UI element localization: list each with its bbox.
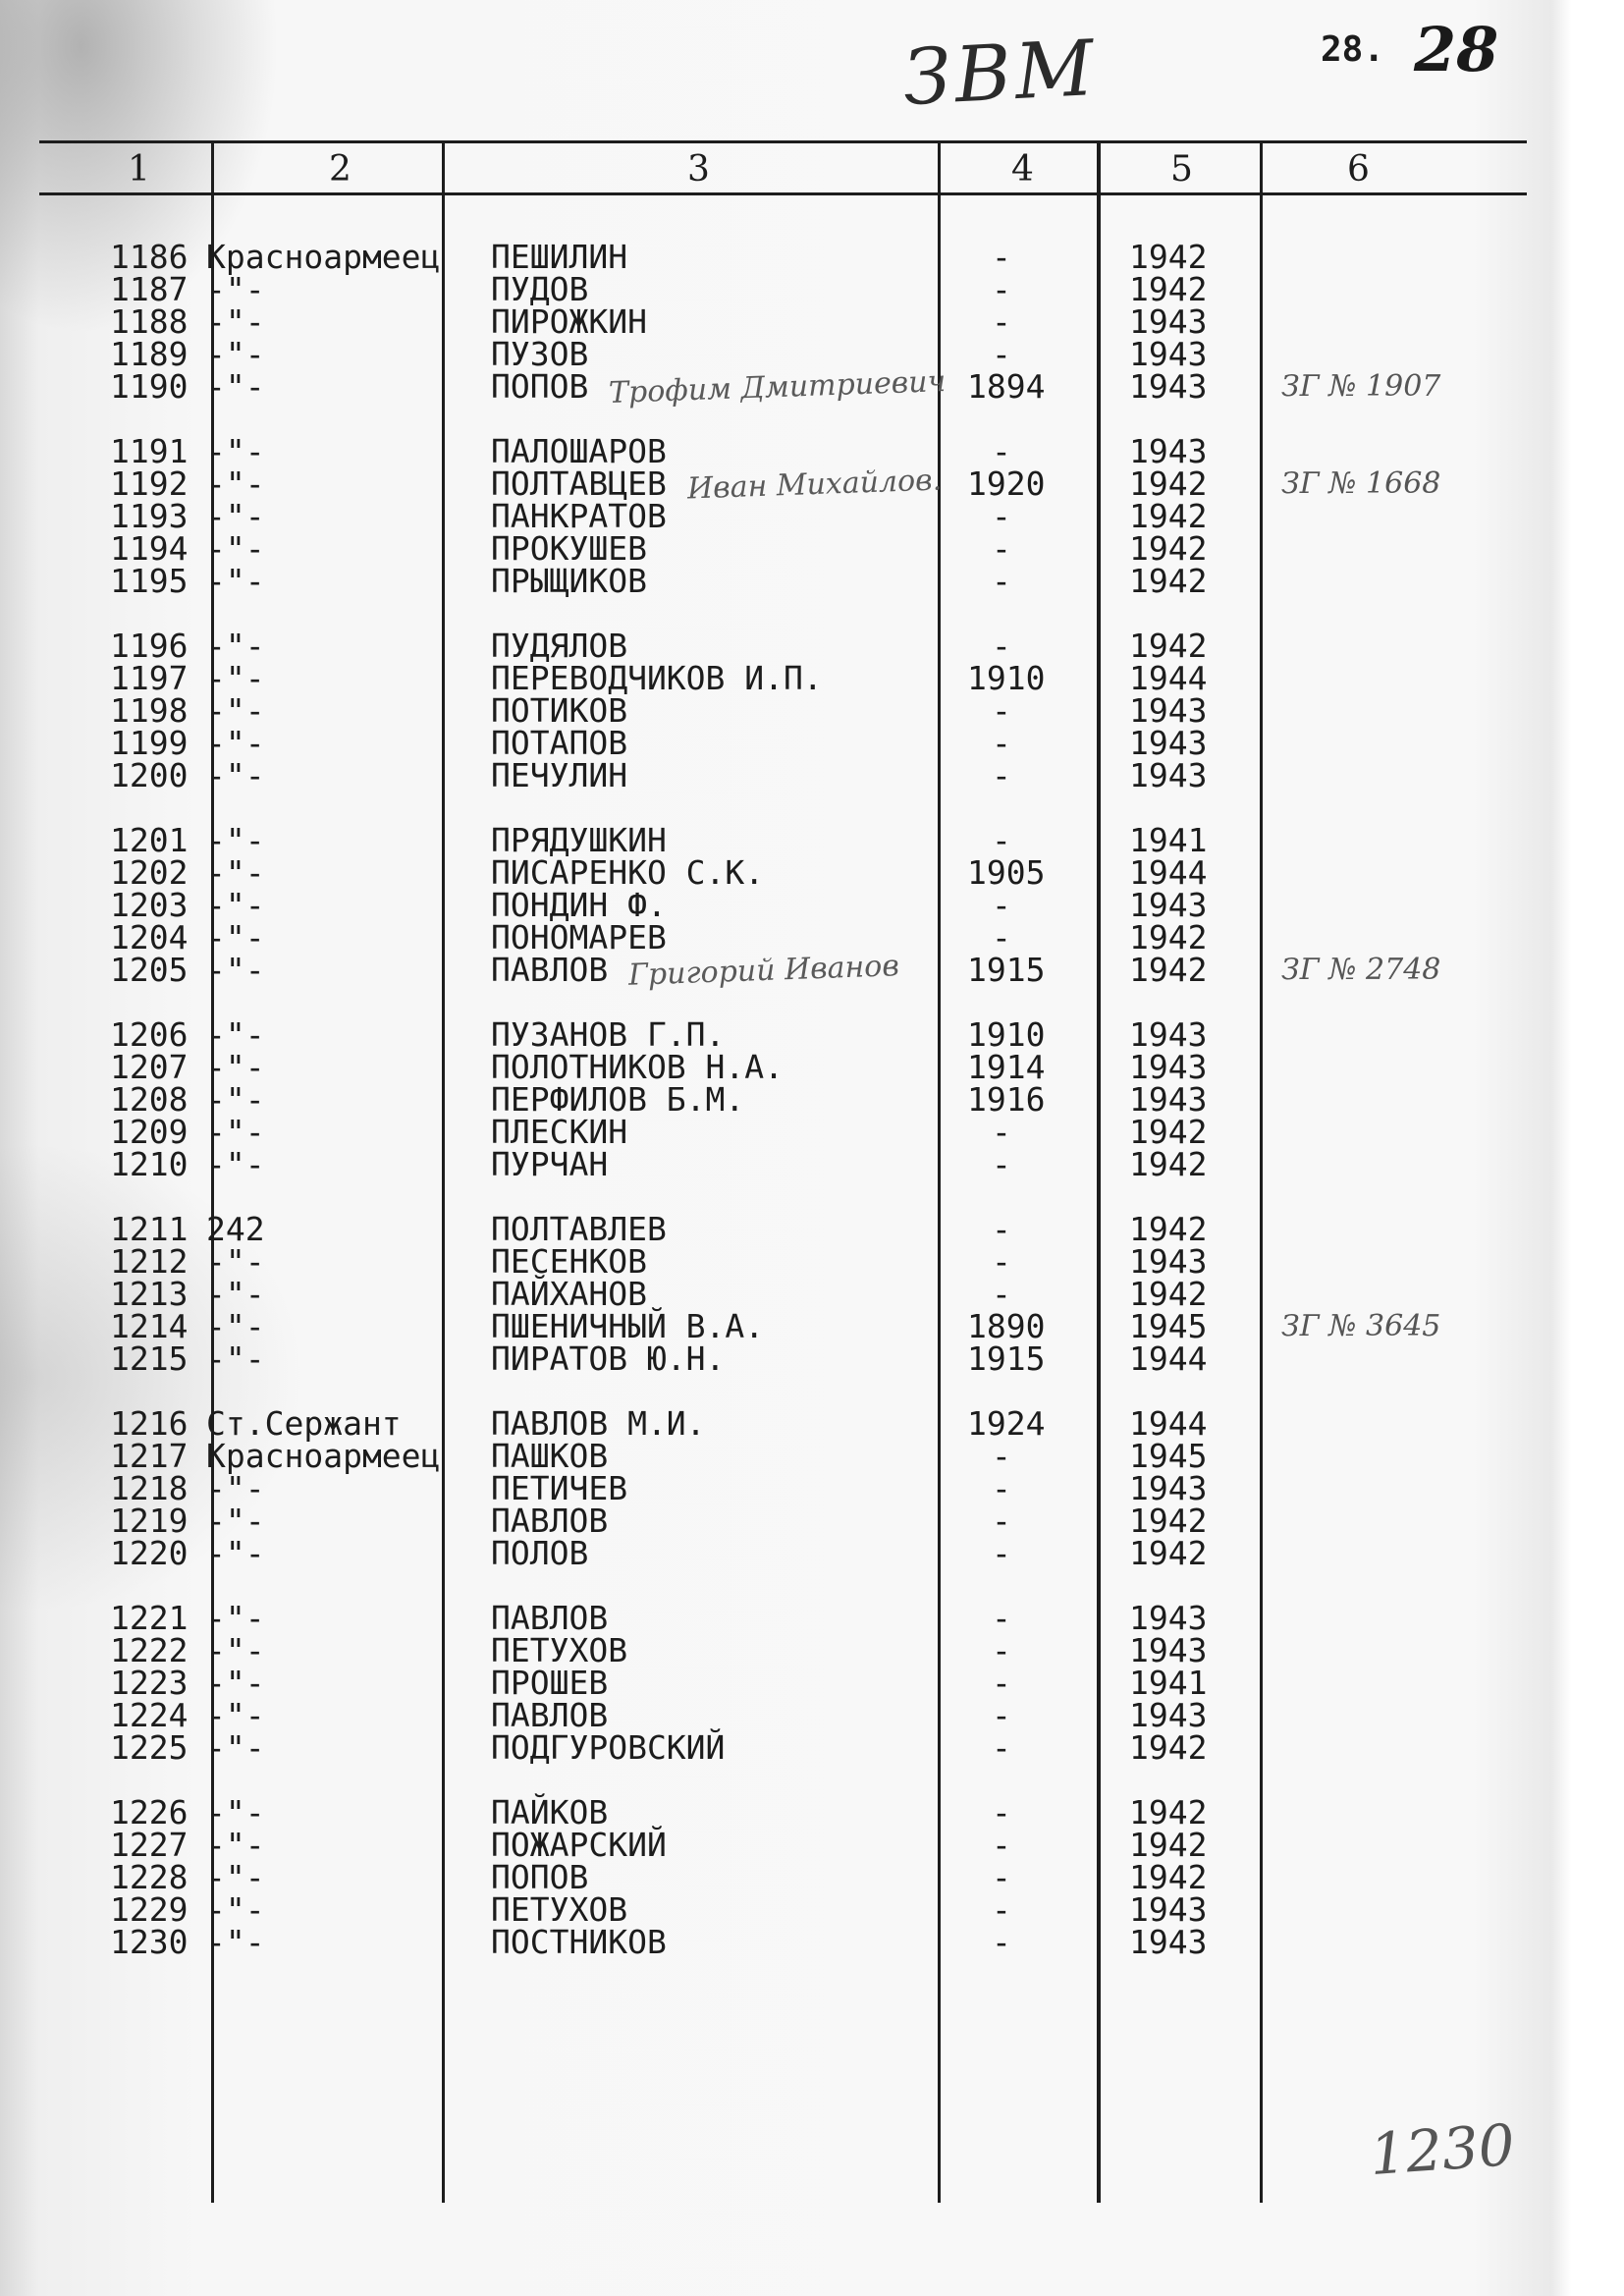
row-rank: -"- [206, 627, 265, 665]
row-birth-year: - [992, 1437, 1011, 1475]
table-row [0, 529, 1624, 568]
row-number: 1212 [110, 1242, 189, 1281]
row-rank: -"- [206, 1242, 265, 1281]
table-row [0, 1015, 1624, 1054]
row-call-year: 1943 [1129, 1631, 1208, 1669]
row-surname: ПАВЛОВ [491, 951, 609, 989]
row-surname: ПЕТУХОВ [491, 1631, 628, 1669]
row-number: 1201 [110, 821, 189, 859]
row-call-year: 1942 [1129, 238, 1208, 276]
row-number: 1195 [110, 562, 189, 600]
row-rank: -"- [206, 1080, 265, 1119]
row-number: 1197 [110, 659, 189, 697]
row-call-year: 1941 [1129, 821, 1208, 859]
row-surname: ПУРЧАН [491, 1145, 609, 1183]
row-birth-year: - [992, 1210, 1011, 1248]
row-surname: ПИРАТОВ Ю.Н. [491, 1339, 726, 1378]
table-row [0, 691, 1624, 730]
row-call-year: 1943 [1129, 367, 1208, 406]
row-rank: Красноармеец [206, 238, 441, 276]
row-birth-year: - [992, 1275, 1011, 1313]
table-row [0, 432, 1624, 470]
table-row [0, 1923, 1624, 1961]
row-rank: -"- [206, 1728, 265, 1767]
row-surname: ПОЛОТНИКОВ Н.А. [491, 1048, 785, 1086]
table-row [0, 1534, 1624, 1572]
row-surname: ПРОШЕВ [491, 1664, 609, 1702]
row-surname: ПОДГУРОВСКИЙ [491, 1728, 726, 1767]
row-rank: -"- [206, 1664, 265, 1702]
row-call-year: 1942 [1129, 1210, 1208, 1248]
row-rank: -"- [206, 1015, 265, 1054]
row-call-year: 1942 [1129, 1728, 1208, 1767]
row-call-year: 1943 [1129, 335, 1208, 373]
row-number: 1225 [110, 1728, 189, 1767]
row-birth-year: - [992, 756, 1011, 794]
row-number: 1213 [110, 1275, 189, 1313]
row-number: 1215 [110, 1339, 189, 1378]
row-number: 1228 [110, 1858, 189, 1896]
row-surname: ПОЖАРСКИЙ [491, 1826, 667, 1864]
row-birth-year: - [992, 1113, 1011, 1151]
row-number: 1223 [110, 1664, 189, 1702]
row-birth-year: - [992, 886, 1011, 924]
row-rank: -"- [206, 432, 265, 470]
row-number: 1204 [110, 918, 189, 957]
row-birth-year: - [992, 335, 1011, 373]
row-birth-year: - [992, 238, 1011, 276]
row-rank: -"- [206, 465, 265, 503]
row-surname: ПАНКРАТОВ [491, 497, 667, 535]
row-birth-year: 1916 [967, 1080, 1046, 1119]
table-row [0, 562, 1624, 600]
row-birth-year: - [992, 302, 1011, 341]
row-note: ЗГ № 1668 [1281, 466, 1441, 501]
row-call-year: 1942 [1129, 1858, 1208, 1896]
row-rank: -"- [206, 1631, 265, 1669]
row-birth-year: - [992, 1728, 1011, 1767]
row-rank: -"- [206, 951, 265, 989]
row-call-year: 1944 [1129, 1404, 1208, 1443]
row-call-year: 1942 [1129, 529, 1208, 568]
handwritten-annotation: Иван Михайлов. [686, 463, 943, 507]
row-surname: ПЕРЕВОДЧИКОВ И.П. [491, 659, 823, 697]
row-call-year: 1943 [1129, 1015, 1208, 1054]
row-call-year: 1944 [1129, 1339, 1208, 1378]
row-birth-year: 1894 [967, 367, 1046, 406]
row-call-year: 1942 [1129, 1534, 1208, 1572]
row-birth-year: - [992, 1696, 1011, 1734]
column-header-1: 1 [128, 149, 150, 190]
row-birth-year: - [992, 1793, 1011, 1831]
row-call-year: 1943 [1129, 886, 1208, 924]
row-number: 1208 [110, 1080, 189, 1119]
row-rank: -"- [206, 1858, 265, 1896]
table-row [0, 853, 1624, 892]
row-birth-year: - [992, 1826, 1011, 1864]
row-call-year: 1943 [1129, 1048, 1208, 1086]
row-birth-year: 1920 [967, 465, 1046, 503]
row-number: 1210 [110, 1145, 189, 1183]
table-row [0, 886, 1624, 924]
row-rank: -"- [206, 1599, 265, 1637]
row-call-year: 1944 [1129, 853, 1208, 892]
row-surname: ПЕЧУЛИН [491, 756, 628, 794]
table-row [0, 1469, 1624, 1507]
row-birth-year: - [992, 1534, 1011, 1572]
row-birth-year: 1905 [967, 853, 1046, 892]
row-number: 1229 [110, 1890, 189, 1929]
row-rank: -"- [206, 562, 265, 600]
table-row [0, 335, 1624, 373]
table-row [0, 1210, 1624, 1248]
row-call-year: 1942 [1129, 1113, 1208, 1151]
row-call-year: 1942 [1129, 1793, 1208, 1831]
table-row [0, 1826, 1624, 1864]
row-number: 1191 [110, 432, 189, 470]
table-row [0, 1404, 1624, 1443]
row-rank: -"- [206, 1793, 265, 1831]
row-birth-year: - [992, 562, 1011, 600]
row-number: 1217 [110, 1437, 189, 1475]
row-call-year: 1942 [1129, 1826, 1208, 1864]
row-surname: ПЛЕСКИН [491, 1113, 628, 1151]
row-number: 1188 [110, 302, 189, 341]
row-surname: ПРЫЩИКОВ [491, 562, 647, 600]
row-surname: ПАЛОШАРОВ [491, 432, 667, 470]
row-number: 1196 [110, 627, 189, 665]
row-surname: ПАВЛОВ [491, 1696, 609, 1734]
row-surname: ПОПОВ [491, 367, 589, 406]
row-rank: -"- [206, 1826, 265, 1864]
table-row [0, 1437, 1624, 1475]
row-rank: -"- [206, 1048, 265, 1086]
row-call-year: 1942 [1129, 951, 1208, 989]
row-rank: -"- [206, 691, 265, 730]
row-birth-year: - [992, 627, 1011, 665]
row-number: 1190 [110, 367, 189, 406]
row-surname: ПОТИКОВ [491, 691, 628, 730]
row-call-year: 1943 [1129, 1242, 1208, 1281]
row-call-year: 1945 [1129, 1307, 1208, 1345]
row-surname: ПАВЛОВ М.И. [491, 1404, 706, 1443]
row-number: 1187 [110, 270, 189, 308]
row-surname: ПЕТУХОВ [491, 1890, 628, 1929]
column-header-5: 5 [1170, 149, 1193, 190]
table-row [0, 1728, 1624, 1767]
row-number: 1189 [110, 335, 189, 373]
row-rank: -"- [206, 1502, 265, 1540]
row-surname: ПАЙКОВ [491, 1793, 609, 1831]
row-birth-year: - [992, 691, 1011, 730]
row-birth-year: - [992, 497, 1011, 535]
row-surname: ПОЛТАВЛЕВ [491, 1210, 667, 1248]
row-birth-year: - [992, 270, 1011, 308]
row-birth-year: - [992, 1502, 1011, 1540]
row-call-year: 1943 [1129, 691, 1208, 730]
row-call-year: 1943 [1129, 432, 1208, 470]
row-number: 1221 [110, 1599, 189, 1637]
table-row [0, 1242, 1624, 1281]
row-number: 1222 [110, 1631, 189, 1669]
row-surname: ПОСТНИКОВ [491, 1923, 667, 1961]
row-rank: -"- [206, 918, 265, 957]
table-row [0, 270, 1624, 308]
row-note: ЗГ № 1907 [1281, 369, 1441, 404]
row-call-year: 1943 [1129, 1923, 1208, 1961]
table-row [0, 1793, 1624, 1831]
row-rank: -"- [206, 529, 265, 568]
table-row [0, 1080, 1624, 1119]
row-surname: ПОЛОВ [491, 1534, 589, 1572]
table-row [0, 1275, 1624, 1313]
row-surname: ПАВЛОВ [491, 1599, 609, 1637]
row-call-year: 1942 [1129, 270, 1208, 308]
row-rank: -"- [206, 724, 265, 762]
row-birth-year: - [992, 1242, 1011, 1281]
table-row [0, 918, 1624, 957]
table-row [0, 1858, 1624, 1896]
row-birth-year: 1914 [967, 1048, 1046, 1086]
row-number: 1205 [110, 951, 189, 989]
row-birth-year: - [992, 1858, 1011, 1896]
row-call-year: 1942 [1129, 497, 1208, 535]
table-row [0, 1631, 1624, 1669]
row-number: 1209 [110, 1113, 189, 1151]
row-surname: ПИРОЖКИН [491, 302, 647, 341]
row-call-year: 1942 [1129, 627, 1208, 665]
row-note: ЗГ № 3645 [1281, 1309, 1441, 1343]
row-surname: ПАШКОВ [491, 1437, 609, 1475]
table-row [0, 1664, 1624, 1702]
row-call-year: 1944 [1129, 659, 1208, 697]
row-birth-year: - [992, 1664, 1011, 1702]
table-row [0, 497, 1624, 535]
row-rank: -"- [206, 1307, 265, 1345]
row-rank: -"- [206, 1275, 265, 1313]
row-birth-year: 1924 [967, 1404, 1046, 1443]
table-row [0, 1890, 1624, 1929]
row-birth-year: 1915 [967, 1339, 1046, 1378]
row-rank: -"- [206, 335, 265, 373]
table-row [0, 629, 1624, 663]
column-header-3: 3 [687, 149, 710, 190]
row-number: 1206 [110, 1015, 189, 1054]
table-row [0, 1696, 1624, 1734]
row-rank: -"- [206, 821, 265, 859]
table-row [0, 364, 1624, 410]
row-surname: ПЕШИЛИН [491, 238, 628, 276]
row-call-year: 1943 [1129, 756, 1208, 794]
row-number: 1219 [110, 1502, 189, 1540]
row-birth-year: - [992, 1145, 1011, 1183]
row-birth-year: - [992, 724, 1011, 762]
row-surname: ПОНОМАРЕВ [491, 918, 667, 957]
row-number: 1207 [110, 1048, 189, 1086]
table-row [0, 821, 1624, 859]
row-call-year: 1943 [1129, 1469, 1208, 1507]
table-row [0, 1307, 1624, 1345]
row-call-year: 1942 [1129, 465, 1208, 503]
row-number: 1227 [110, 1826, 189, 1864]
row-surname: ПЕРФИЛОВ Б.М. [491, 1080, 745, 1119]
row-call-year: 1943 [1129, 1890, 1208, 1929]
column-header-2: 2 [329, 149, 352, 190]
row-birth-year: - [992, 529, 1011, 568]
table-row [0, 238, 1624, 276]
row-call-year: 1942 [1129, 918, 1208, 957]
row-surname: ПЕТИЧЕВ [491, 1469, 628, 1507]
row-surname: ПШЕНИЧНЫЙ В.А. [491, 1307, 765, 1345]
row-surname: ПЕСЕНКОВ [491, 1242, 647, 1281]
table-row [0, 1113, 1624, 1151]
row-number: 1226 [110, 1793, 189, 1831]
row-surname: ПОТАПОВ [491, 724, 628, 762]
row-surname: ПРЯДУШКИН [491, 821, 667, 859]
row-number: 1192 [110, 465, 189, 503]
row-surname: ПИСАРЕНКО С.К. [491, 853, 765, 892]
row-rank: Красноармеец [206, 1437, 441, 1475]
row-surname: ПОНДИН Ф. [491, 886, 667, 924]
handwritten-mark: ЗВМ [900, 24, 1101, 124]
row-birth-year: - [992, 918, 1011, 957]
row-birth-year: 1910 [967, 659, 1046, 697]
row-rank: 242 [206, 1210, 265, 1248]
row-number: 1203 [110, 886, 189, 924]
row-number: 1230 [110, 1923, 189, 1961]
table-row [0, 756, 1624, 794]
row-number: 1202 [110, 853, 189, 892]
row-birth-year: - [992, 821, 1011, 859]
row-number: 1224 [110, 1696, 189, 1734]
table-row [0, 1504, 1624, 1538]
row-rank: Ст.Сержант [206, 1404, 402, 1443]
column-header-4: 4 [1011, 149, 1034, 190]
table-row [0, 302, 1624, 341]
row-rank: -"- [206, 853, 265, 892]
row-call-year: 1943 [1129, 302, 1208, 341]
row-number: 1220 [110, 1534, 189, 1572]
row-number: 1214 [110, 1307, 189, 1345]
row-birth-year: - [992, 1599, 1011, 1637]
table-row [0, 1599, 1624, 1637]
handwritten-total: 1230 [1367, 2110, 1517, 2189]
header-bottom-rule [39, 192, 1527, 195]
row-rank: -"- [206, 1469, 265, 1507]
row-birth-year: - [992, 1890, 1011, 1929]
row-note: ЗГ № 2748 [1281, 953, 1441, 987]
row-call-year: 1942 [1129, 562, 1208, 600]
row-rank: -"- [206, 659, 265, 697]
column-header-6: 6 [1347, 149, 1370, 190]
row-call-year: 1943 [1129, 1080, 1208, 1119]
row-surname: ПАВЛОВ [491, 1502, 609, 1540]
row-call-year: 1942 [1129, 1502, 1208, 1540]
row-number: 1216 [110, 1404, 189, 1443]
table-row [0, 724, 1624, 762]
row-call-year: 1942 [1129, 1275, 1208, 1313]
row-surname: ПРОКУШЕВ [491, 529, 647, 568]
row-surname: ПУДЯЛОВ [491, 627, 628, 665]
row-birth-year: - [992, 1923, 1011, 1961]
row-number: 1193 [110, 497, 189, 535]
row-rank: -"- [206, 497, 265, 535]
row-call-year: 1943 [1129, 1599, 1208, 1637]
row-number: 1199 [110, 724, 189, 762]
row-rank: -"- [206, 1339, 265, 1378]
row-rank: -"- [206, 1145, 265, 1183]
row-call-year: 1943 [1129, 724, 1208, 762]
table-row [0, 1145, 1624, 1183]
table-row [0, 1048, 1624, 1086]
row-call-year: 1943 [1129, 1696, 1208, 1734]
table-row [0, 1339, 1624, 1378]
row-number: 1194 [110, 529, 189, 568]
row-call-year: 1942 [1129, 1145, 1208, 1183]
row-rank: -"- [206, 1534, 265, 1572]
row-rank: -"- [206, 1923, 265, 1961]
row-rank: -"- [206, 1890, 265, 1929]
row-birth-year: 1915 [967, 951, 1046, 989]
row-rank: -"- [206, 270, 265, 308]
handwritten-annotation: Трофим Дмитриевич [608, 364, 947, 410]
handwritten-page-number: 28 [1414, 14, 1499, 85]
row-surname: ПОПОВ [491, 1858, 589, 1896]
row-number: 1218 [110, 1469, 189, 1507]
handwritten-annotation: Григорий Иванов [627, 949, 900, 993]
row-surname: ПОЛТАВЦЕВ [491, 465, 667, 503]
row-surname: ПУЗАНОВ Г.П. [491, 1015, 726, 1054]
row-call-year: 1941 [1129, 1664, 1208, 1702]
row-rank: -"- [206, 1696, 265, 1734]
table-row [0, 659, 1624, 697]
row-surname: ПУЗОВ [491, 335, 589, 373]
row-rank: -"- [206, 886, 265, 924]
page-number: 28. [1321, 29, 1385, 70]
row-birth-year: - [992, 1469, 1011, 1507]
row-surname: ПУДОВ [491, 270, 589, 308]
row-number: 1200 [110, 756, 189, 794]
table-row [0, 949, 1624, 993]
table-top-rule [39, 140, 1527, 143]
row-birth-year: - [992, 432, 1011, 470]
row-birth-year: 1890 [967, 1307, 1046, 1345]
row-rank: -"- [206, 1113, 265, 1151]
table-row [0, 463, 1624, 507]
row-surname: ПАЙХАНОВ [491, 1275, 647, 1313]
row-number: 1198 [110, 691, 189, 730]
row-birth-year: - [992, 1631, 1011, 1669]
row-call-year: 1945 [1129, 1437, 1208, 1475]
row-rank: -"- [206, 302, 265, 341]
row-number: 1186 [110, 238, 189, 276]
row-rank: -"- [206, 756, 265, 794]
row-birth-year: 1910 [967, 1015, 1046, 1054]
row-number: 1211 [110, 1210, 189, 1248]
row-rank: -"- [206, 367, 265, 406]
